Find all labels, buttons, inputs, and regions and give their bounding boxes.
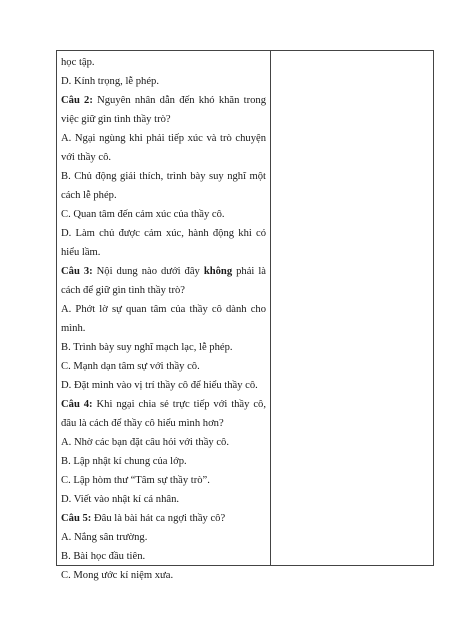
line-text: Khi ngại chia sẻ trực tiếp với thầy cô, xyxy=(92,399,267,410)
text-line xyxy=(61,72,266,91)
line-text: B. Lập nhật kí chung của lớp. xyxy=(61,456,187,467)
text-line xyxy=(61,300,266,319)
text-line xyxy=(61,528,266,547)
text-line xyxy=(61,224,266,243)
line-text: việc giữ gìn tình thầy trò? xyxy=(61,114,171,125)
text-line xyxy=(61,490,266,509)
line-text: D. Làm chủ được cảm xúc, hành động khi có xyxy=(61,228,266,239)
text-line xyxy=(61,509,266,528)
text-line xyxy=(61,452,266,471)
text-line xyxy=(61,91,266,110)
line-text: A. Ngại ngùng khi phải tiếp xúc và trò chuyện xyxy=(61,133,266,144)
line-text: D. Đặt mình vào vị trí thầy cô để hiểu thầy cô. xyxy=(61,380,258,391)
text-line xyxy=(61,281,266,300)
question-number: Câu 3: xyxy=(61,266,93,277)
line-text: B. Chủ động giải thích, trình bày suy nghĩ một xyxy=(61,171,266,182)
line-text: cách lễ phép. xyxy=(61,190,117,201)
empty-column xyxy=(271,51,433,565)
line-text: C. Quan tâm đến cảm xúc của thầy cô. xyxy=(61,209,225,220)
line-text: D. Viết vào nhật kí cá nhân. xyxy=(61,494,180,505)
question-table xyxy=(56,50,434,581)
text-line xyxy=(61,148,266,167)
text-line xyxy=(61,395,266,414)
line-text: B. Trình bày suy nghĩ mạch lạc, lễ phép. xyxy=(61,342,233,353)
line-text-tail: phải là xyxy=(232,266,266,277)
line-text: cách để giữ gìn tình thầy trò? xyxy=(61,285,186,296)
text-line xyxy=(61,110,266,129)
text-line xyxy=(61,205,266,224)
line-text: A. Nắng sân trường. xyxy=(61,532,148,543)
line-text: học tập. xyxy=(61,57,95,68)
question-number: Câu 2: xyxy=(61,95,93,106)
line-text: A. Nhờ các bạn đặt câu hỏi với thầy cô. xyxy=(61,437,229,448)
line-text: hiểu lầm. xyxy=(61,247,101,258)
line-text: đâu là cách để thầy cô hiểu mình hơn? xyxy=(61,418,224,429)
line-text: B. Bài học đầu tiên. xyxy=(61,551,146,562)
text-line xyxy=(61,262,266,281)
text-line xyxy=(61,547,266,566)
text-line xyxy=(61,471,266,490)
line-text: Đâu là bài hát ca ngợi thầy cô? xyxy=(91,513,226,524)
question-number: Câu 5: xyxy=(61,513,92,524)
text-line xyxy=(61,338,266,357)
line-text: D. Kính trọng, lễ phép. xyxy=(61,76,159,87)
text-line xyxy=(61,167,266,186)
emphasis-text: không xyxy=(203,266,233,277)
text-line xyxy=(61,129,266,148)
text-line xyxy=(61,433,266,452)
line-text: C. Mong ước kỉ niệm xưa. xyxy=(61,570,174,581)
text-line xyxy=(61,566,266,585)
text-line xyxy=(61,376,266,395)
text-line xyxy=(61,243,266,262)
line-text: C. Mạnh dạn tâm sự với thầy cô. xyxy=(61,361,200,372)
text-line xyxy=(61,414,266,433)
text-line xyxy=(61,319,266,338)
line-text: với thầy cô. xyxy=(61,152,112,163)
questions-column xyxy=(57,51,271,581)
question-number: Câu 4: xyxy=(61,399,93,410)
line-text: Nội dung nào dưới đây xyxy=(92,266,204,277)
line-text: A. Phớt lờ sự quan tâm của thầy cô dành cho xyxy=(61,304,266,315)
line-text: C. Lập hòm thư “Tâm sự thầy trò”. xyxy=(61,475,210,486)
text-line xyxy=(61,186,266,205)
line-text: mình. xyxy=(61,323,86,334)
text-line xyxy=(61,53,266,72)
text-line xyxy=(61,357,266,376)
line-text: Nguyên nhân dẫn đến khó khăn trong xyxy=(92,95,267,106)
